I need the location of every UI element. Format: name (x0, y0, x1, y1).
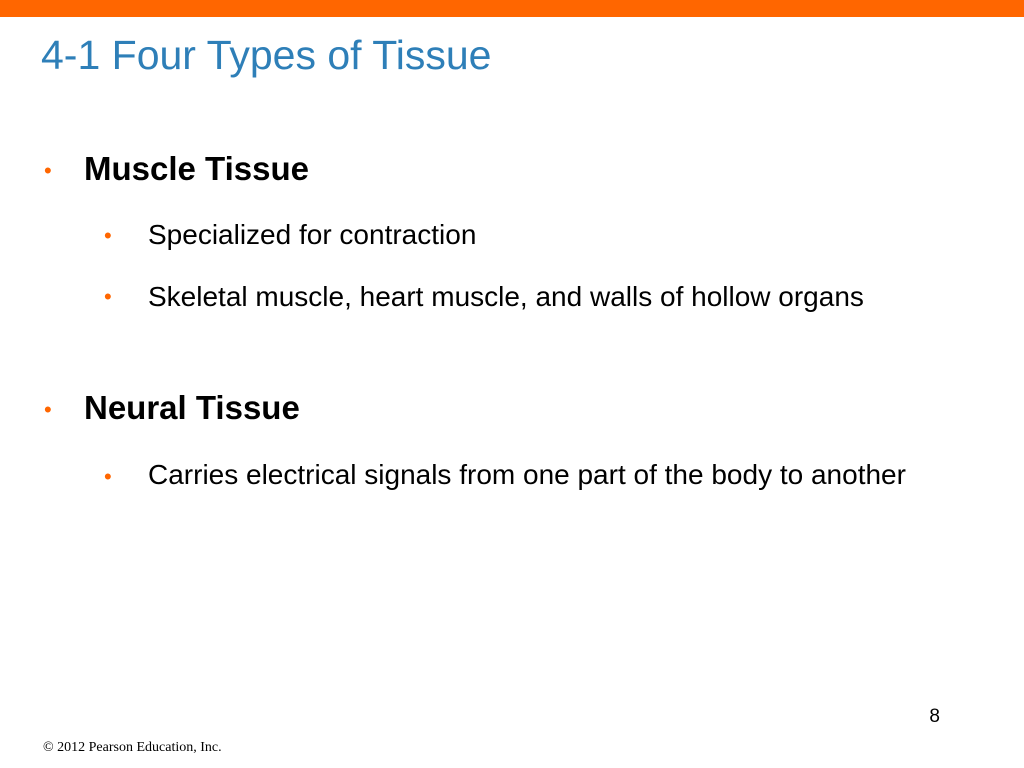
bullet-dot-icon: • (104, 284, 112, 309)
copyright-notice: © 2012 Pearson Education, Inc. (43, 740, 222, 755)
page-number: 8 (929, 706, 940, 727)
bullet-sub-neural-1: Carries electrical signals from one part of the body to another (148, 459, 906, 490)
bullet-dot-icon: • (104, 464, 112, 489)
top-accent-bar (0, 0, 1024, 17)
bullet-sub-muscle-2: Skeletal muscle, heart muscle, and walls of hollow organs (148, 281, 864, 312)
bullet-heading-neural: Neural Tissue (84, 389, 300, 426)
bullet-sub-muscle-1: Specialized for contraction (148, 219, 477, 250)
bullet-heading-muscle: Muscle Tissue (84, 150, 309, 187)
bullet-dot-icon: • (44, 397, 52, 422)
bullet-dot-icon: • (44, 158, 52, 183)
slide-title: 4-1 Four Types of Tissue (41, 32, 492, 78)
bullet-dot-icon: • (104, 223, 112, 248)
